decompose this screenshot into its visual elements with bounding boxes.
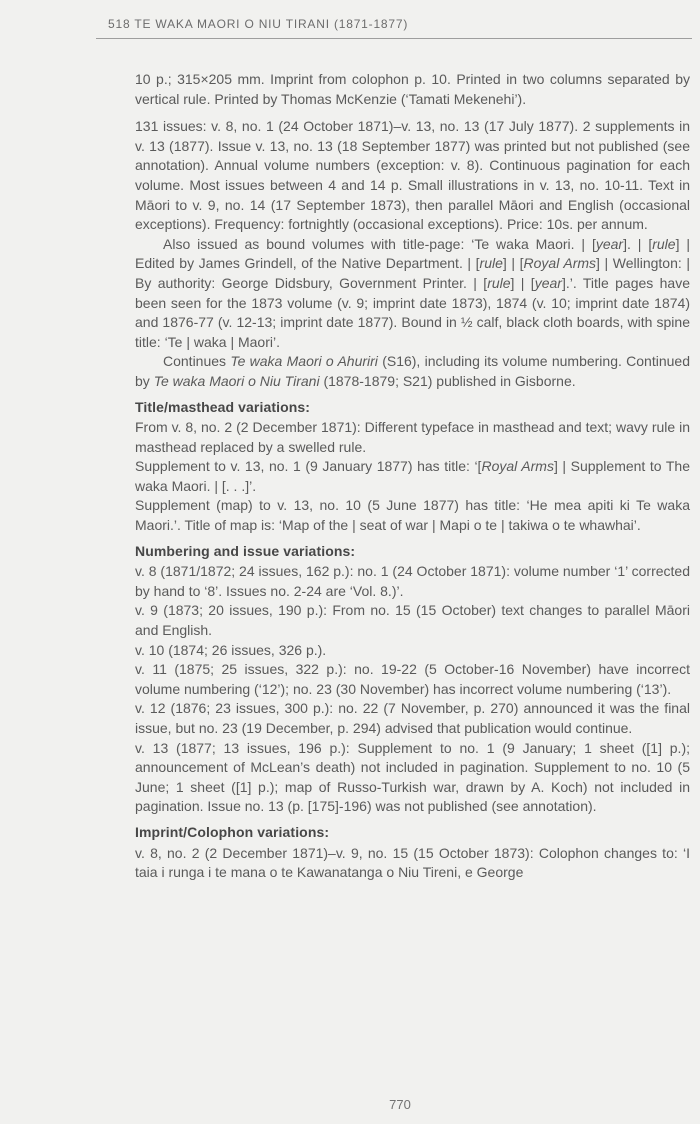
- italic-run: Royal Arms: [523, 255, 597, 272]
- italic-title: Te waka Maori o Ahuriri: [230, 353, 378, 370]
- numbering-variation: v. 11 (1875; 25 issues, 322 p.): no. 19-22 (5 October-16 November) have incorrect volume numbering (‘12’); no. 23 (30 November) has incorrect volume numbering (‘13’).: [135, 661, 690, 697]
- text-run: ] | Wellington: | By authority: George Didsbury, Government Printer. | [: [135, 255, 690, 291]
- text-run: (S16), including its volume numbering. Continued by: [135, 353, 690, 389]
- physical-description: 10 p.; 315×205 mm. Imprint from colophon p. 10. Printed in two columns separated by vertical rule. Printed by Thomas McKenzie (‘Tamati Mekenehi’).: [135, 71, 690, 107]
- title-variation: From v. 8, no. 2 (2 December 1871): Different typeface in masthead and text; wavy rule in masthead replaced by a swelled rule.: [135, 419, 690, 455]
- continuation-note: [135, 352, 690, 391]
- section-heading-title: Title/masthead variations:: [135, 398, 311, 415]
- numbering-variation: v. 8 (1871/1872; 24 issues, 162 p.): no. 1 (24 October 1871): volume number ‘1’ corrected by hand to ‘8’. Issues no. 2-24 are ‘Vol. 8.)’.: [135, 563, 690, 599]
- entry-body: [135, 70, 690, 883]
- title-variation: [135, 457, 690, 496]
- text-run: ] | Supplement to The waka Maori. | [. . .]’.: [135, 458, 690, 494]
- text-run: (1878-1879; S21) published in Gisborne.: [319, 372, 576, 389]
- section-heading-numbering: Numbering and issue variations:: [135, 542, 356, 559]
- page-number: 770: [389, 1097, 411, 1112]
- section-heading-imprint: Imprint/Colophon variations:: [135, 823, 330, 840]
- italic-run: year: [534, 274, 562, 291]
- italic-run: rule: [479, 255, 503, 272]
- text-run: ].’. Title pages have been seen for the 1873 volume (v. 9; imprint date 1873), 1874 (v. 10; imprint date 1874) and 1876-77 (v. 12-13; imprint date 1877). Bound in ½ calf, black cloth boards, with spine title: ‘Te | waka | Maori’.: [135, 274, 690, 350]
- imprint-variation: v. 8, no. 2 (2 December 1871)–v. 9, no. 15 (15 October 1873): Colophon changes to: ‘I taia i runga i te mana o te Kawanatanga o Niu Tireni, e George: [135, 844, 690, 881]
- italic-run: rule: [652, 235, 676, 252]
- text-run: Supplement to v. 13, no. 1 (9 January 1877) has title: ‘[: [135, 458, 482, 475]
- bound-volumes-note: [135, 235, 690, 353]
- numbering-variation: v. 9 (1873; 20 issues, 190 p.): From no. 15 (15 October) text changes to parallel Māori and English.: [135, 602, 690, 639]
- numbering-variation: v. 10 (1874; 26 issues, 326 p.).: [135, 641, 327, 658]
- italic-title: Te waka Maori o Niu Tirani: [153, 372, 320, 389]
- text-run: ] | Edited by James Grindell, of the Native Department. | [: [135, 235, 691, 272]
- italic-run: rule: [487, 274, 511, 291]
- italic-run: Royal Arms: [481, 458, 554, 475]
- text-run: ] | [: [502, 255, 524, 272]
- title-variation: Supplement (map) to v. 13, no. 10 (5 June 1877) has title: ‘He mea apiti ki Te waka Maori.’. Title of map is: ‘Map of the | seat of war | Mapi o te | takiwa o te whawhai’.: [135, 497, 690, 534]
- header-rule: [96, 38, 692, 39]
- text-run: ]. | [: [623, 235, 653, 252]
- numbering-variation: v. 12 (1876; 23 issues, 300 p.): no. 22 (7 November, p. 270) announced it was the final issue, but no. 23 (19 December, p. 294) advised that publication would continue.: [135, 700, 690, 736]
- text-run: Also issued as bound volumes with title-page: ‘Te waka Maori. | [: [163, 235, 596, 252]
- text-run: Continues: [163, 353, 231, 370]
- text-run: ] | [: [510, 274, 535, 291]
- numbering-variation: v. 13 (1877; 13 issues, 196 p.): Supplement to no. 1 (9 January; 1 sheet ([1] p.); announcement of McLean’s death) not included in pagination. Supplement to no. 10 (5 June; 1 sheet ([1] p.); map of Russo-Turkish war, drawn by A. Koch) not included in pagination. Issue no. 13 (p. [175]-196) was not published (see annotation).: [135, 739, 690, 815]
- italic-run: year: [595, 235, 624, 252]
- issue-description: 131 issues: v. 8, no. 1 (24 October 1871)–v. 13, no. 13 (17 July 1877). 2 supplements in v. 13 (1877). Issue v. 13, no. 13 (18 September 1877) was printed but not published (see annotation). Annual volume numbers (exception: v. 8). Continuous pagination for each volume. Most issues between 4 and 14 p. Small illustrations in v. 13, no. 10-11. Text in Māori to v. 9, no. 14 (17 September 1873), then parallel Māori and English (occasional exceptions). Frequency: fortnightly (occasional exceptions). Price: 10s. per annum.: [135, 118, 690, 233]
- running-head: 518 TE WAKA MAORI O NIU TIRANI (1871-1877): [108, 17, 409, 31]
